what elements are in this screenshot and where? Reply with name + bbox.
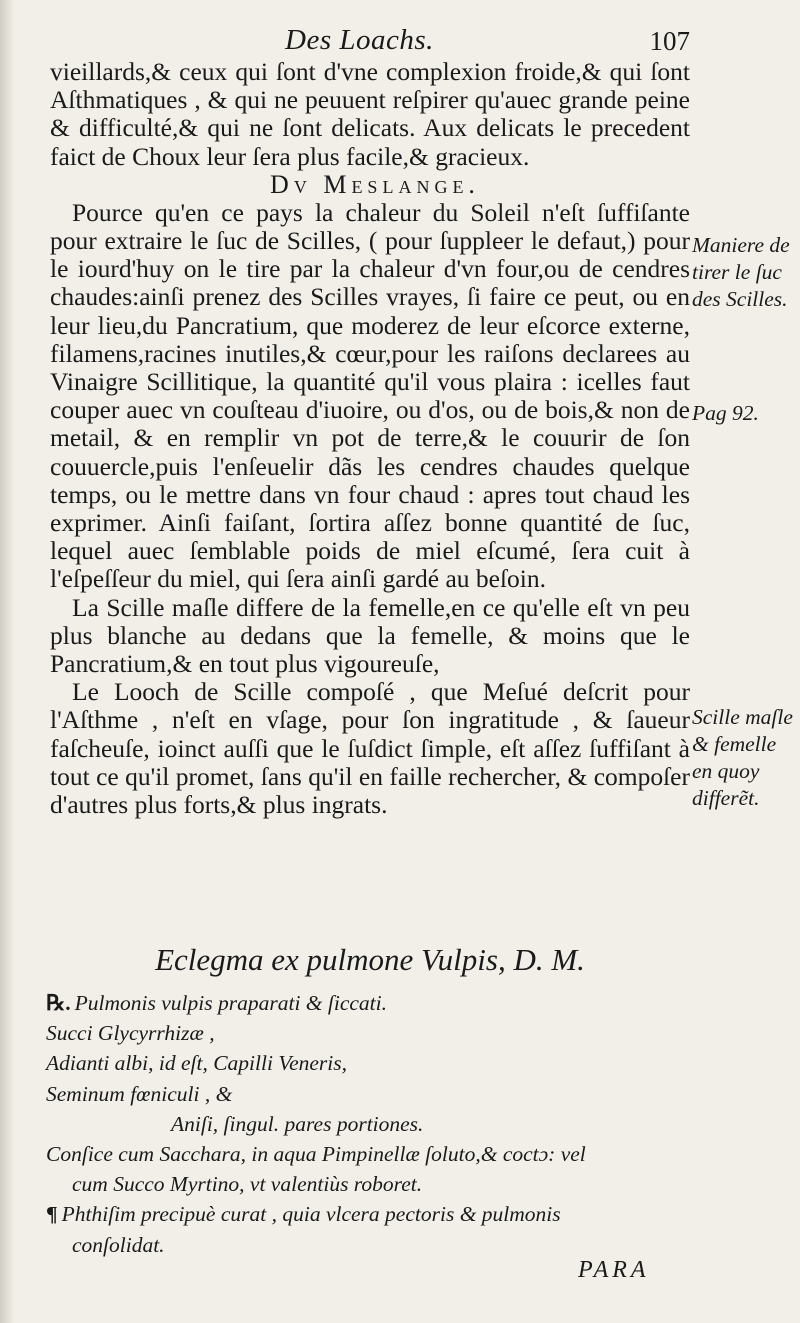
page-number: 107 xyxy=(649,26,690,56)
recipe-line: cum Succo Myrtino, vt valentiùs roboret. xyxy=(72,1172,423,1197)
recipe-line: conſolidat. xyxy=(72,1232,165,1257)
recipe-mark: ℞. xyxy=(46,991,71,1015)
paragraph-extraction: Pource qu'en ce pays la chaleur du Soleil n'eſt ſuffiſante pour extraire le ſuc de Scilles, ( pour ſuppleer le defaut,) pour le iourd'huy on le tire par la chaleur d'vn four,ou de cendres chaudes:ainſi prenez des Scilles vrayes, ſi faire ce peut, ou en leur lieu,du Pancratium, que moderez de leur eſcorce externe, filamens,racines inutiles,& cœur,pour les raiſons declarees au Vinaigre Scillitique, la quantité qu'il vous plaira : icelles faut couper auec vn couſteau d'iuoire, ou d'os, ou de bois,& non de metail, & en remplir vn pot de terre,& le couurir de ſon couuercle,puis l'enſeuelir dãs les cendres chaudes quelque temps, ou le mettre dans vn four chaud : apres tout chaud les exprimer. Ainſi faiſant, ſortira aſſez bonne quantité de ſuc, lequel auec ſemblable poids de miel eſcumé, ſera cuit à l'eſpeſſeur du miel, qui ſera ainſi gardé au beſoin. xyxy=(50,197,690,594)
main-text xyxy=(50,58,690,819)
margin-note-page-ref: Pag 92. xyxy=(692,401,759,425)
recipe-line: Conſice cum Sacchara, in aqua Pimpinellæ ſoluto,& coctɔ: vel xyxy=(46,1142,586,1167)
recipe-block xyxy=(46,988,686,1260)
page-gutter-shadow xyxy=(0,0,14,1323)
recipe-line: Succi Glycyrrhizæ , xyxy=(46,1021,215,1046)
recipe-line xyxy=(46,988,686,1018)
recipe-line-text: Pulmonis vulpis praparati & ſiccati. xyxy=(74,991,387,1015)
paragraph-continuation: vieillards,& ceux qui ſont d'vne complexion froide,& qui ſont Aſthmatiques , & qui ne peuuent reſpirer qu'auec grande peine & difficulté,& qui ne ſont delicats. Aux delicats le precedent faict de Choux leur ſera plus facile,& gracieux. xyxy=(50,57,690,171)
recipe-line-text: Phthiſim precipuè curat , quia vlcera pectoris & pulmonis xyxy=(61,1202,561,1227)
running-title: Des Loachs. xyxy=(285,24,434,56)
paragraph-scille-male: La Scille maſle differe de la femelle,en ce qu'elle eſt vn peu plus blanche au dedans que la femelle, & moins que le Pancratium,& en tout plus vigoureuſe, xyxy=(50,592,690,679)
pilcrow-mark: ¶ xyxy=(46,1202,58,1227)
section-heading: Dv Meslange. xyxy=(270,169,480,199)
page-header xyxy=(50,22,690,56)
recipe-line: Seminum fœniculi , & xyxy=(46,1081,233,1106)
recipe-line xyxy=(46,1199,686,1229)
formula-title: Eclegma ex pulmone Vulpis, D. M. xyxy=(155,942,585,977)
margin-note-maniere: Maniere de tirer le ſuc des Scilles. xyxy=(692,233,790,311)
paragraph-looch: Le Looch de Scille compoſé , que Meſué deſcrit pour l'Aſthme , n'eſt en vſage, pour ſon ingratitude , & ſaueur faſcheuſe, ioinct auſſi que le ſuſdict ſimple, eſt aſſez ſuffiſant à tout ce qu'il promet, ſans qu'il en faille rechercher, & compoſer d'autres plus forts,& plus ingrats. xyxy=(50,677,690,820)
recipe-line: Aniſi, ſingul. pares portiones. xyxy=(171,1111,424,1136)
catchword: PARA xyxy=(578,1257,650,1283)
recipe-line: Adianti albi, id eſt, Capilli Veneris, xyxy=(46,1051,347,1076)
margin-note-scille: Scille maſle & femelle en quoy differẽt. xyxy=(692,705,793,810)
